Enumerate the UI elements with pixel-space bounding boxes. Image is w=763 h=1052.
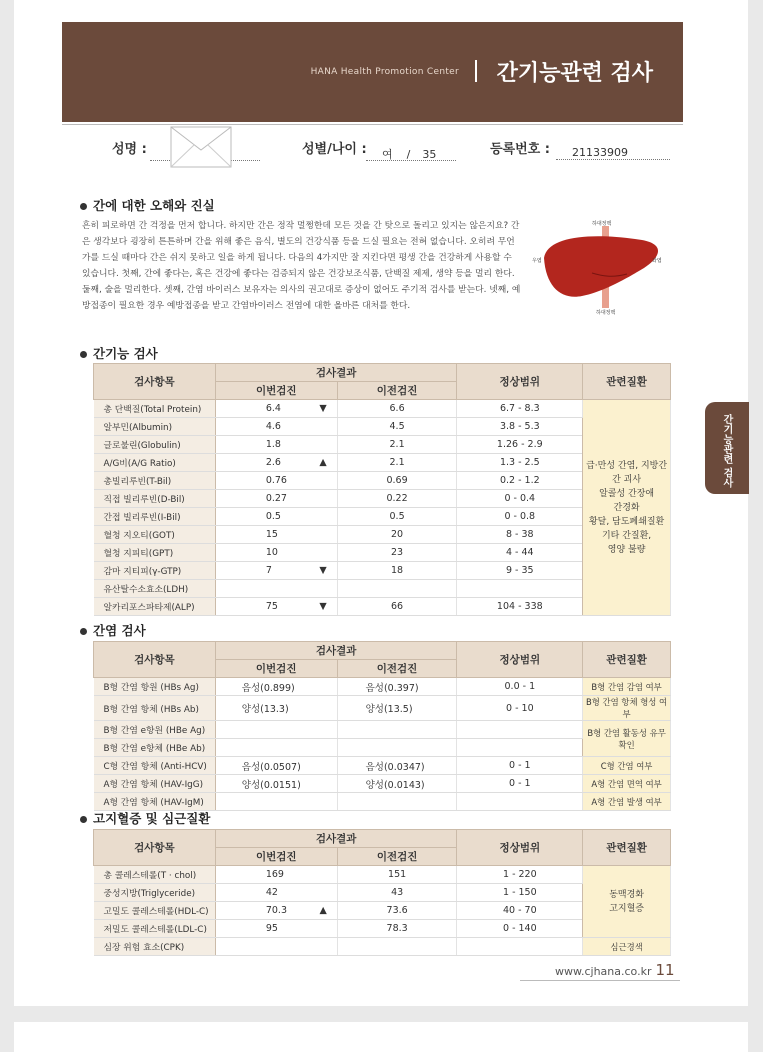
- section-title-lipid: [80, 809, 210, 827]
- test-name: 글로불린(Globulin): [94, 436, 216, 454]
- liver-truth-paragraph: 흔히 피로하면 간 걱정을 먼저 합니다. 하지만 간은 정작 멀쩡한데 모든 것을 간 탓으로 돌리고 있지는 않은지요? 간은 생각보다 굉장히 튼튼하며 간을 위해 좋은 음식, 별도의 건강식품 등을 드실 필요는 전혀 없습니다. 오히려 무언가를 드실 때마다 간은 쉬지 못하고 일을 하게 됩니다. 다음의 4가지만 잘 지킨다면 평생 간을 건강하게 사용할 수 있습니다. 첫째, 간에 좋다는, 혹은 건강에 좋다는 검증되지 않은 건강보조식품, 단백질 제제, 생약 등을 멀리 한다. 둘째, 술을 멀리한다. 셋째, 간염 바이러스 보유자는 의사의 권고대로 증상이 없어도 주기적 검사를 받는다. 넷째, 예방접종이 필요한 경우 예방접종을 받고 간염바이러스 전염에 대한 올바른 대처를 한다.: [82, 221, 521, 311]
- current-result: [218, 475, 335, 486]
- current-result-cell: [215, 508, 337, 526]
- previous-value: 음성(0.397): [337, 678, 457, 696]
- gender-age-field: [366, 146, 456, 161]
- related-disease: 기타 간질환,: [601, 530, 652, 541]
- table-row: [94, 866, 671, 884]
- current-value: 2.6: [265, 457, 281, 468]
- bullet-icon: [80, 351, 87, 358]
- normal-range: 0 - 1: [457, 757, 583, 775]
- hepatitis-table: [93, 641, 671, 811]
- test-name: B형 간염 e항원 (HBe Ag): [94, 721, 216, 739]
- table-row: [94, 400, 671, 418]
- col-header-item: 검사항목: [94, 642, 216, 678]
- previous-value: 78.3: [337, 920, 457, 938]
- current-result: [218, 869, 335, 880]
- current-value: 42: [265, 887, 278, 898]
- current-value: 75: [265, 601, 278, 612]
- flag-arrow-icon: ▲: [319, 457, 327, 468]
- current-result-cell: [215, 920, 337, 938]
- page-footer: [555, 961, 675, 979]
- previous-value: 66: [337, 598, 457, 616]
- test-name: 고밀도 콜레스테롤(HDL-C): [94, 902, 216, 920]
- col-header-range: 정상범위: [457, 642, 583, 678]
- normal-range: 6.7 - 8.3: [457, 400, 583, 418]
- current-result: [218, 511, 335, 522]
- liver-label-right-lobe: 우엽: [532, 258, 542, 264]
- previous-value: 73.6: [337, 902, 457, 920]
- test-name: B형 간염 e항체 (HBe Ab): [94, 739, 216, 757]
- section-title-text: 간염 검사: [93, 623, 146, 638]
- col-header-previous: 이전검진: [337, 848, 457, 866]
- current-value: [215, 793, 337, 811]
- col-header-disease: 관련질환: [583, 364, 671, 400]
- current-result: [218, 403, 335, 414]
- section-title-text: 간에 대한 오해와 진실: [93, 198, 215, 213]
- current-result: [218, 923, 335, 934]
- test-name: B형 간염 항체 (HBs Ab): [94, 696, 216, 721]
- current-result: [218, 439, 335, 450]
- related-disease: A형 간염 발생 여부: [583, 793, 671, 811]
- current-result-cell: [215, 562, 337, 580]
- name-label: 성명 :: [112, 142, 147, 157]
- liver-function-table: [93, 363, 671, 616]
- gender-age-separator: /: [406, 148, 411, 161]
- current-value: 6.4: [265, 403, 281, 414]
- section-title-hepatitis: [80, 621, 146, 639]
- normal-range: 9 - 35: [457, 562, 583, 580]
- test-name: 총 콜레스테롤(T · chol): [94, 866, 216, 884]
- previous-value: 18: [337, 562, 457, 580]
- current-result-cell: [215, 436, 337, 454]
- flag-arrow-icon: ▼: [319, 403, 327, 414]
- current-result: [218, 493, 335, 504]
- normal-range: 0.0 - 1: [457, 678, 583, 696]
- header-divider: [475, 60, 477, 82]
- normal-range: 0.2 - 1.2: [457, 472, 583, 490]
- current-value: 양성(13.3): [215, 696, 337, 721]
- previous-value: 20: [337, 526, 457, 544]
- current-value: [215, 739, 337, 757]
- previous-value: 0.22: [337, 490, 457, 508]
- col-header-previous: 이전검진: [337, 382, 457, 400]
- flag-arrow-icon: ▼: [319, 601, 327, 612]
- related-disease: 심근경색: [583, 938, 671, 956]
- liver-illustration: [532, 218, 672, 318]
- normal-range: 0 - 0.8: [457, 508, 583, 526]
- bullet-icon: [80, 816, 87, 823]
- normal-range: 104 - 338: [457, 598, 583, 616]
- related-disease: 간 괴사: [612, 474, 642, 485]
- normal-range: [457, 938, 583, 956]
- test-name: 총 단백질(Total Protein): [94, 400, 216, 418]
- next-page-sheet: [14, 1022, 748, 1052]
- table-row: [94, 696, 671, 721]
- col-header-result: 검사결과: [215, 830, 457, 848]
- test-name: B형 간염 항원 (HBs Ag): [94, 678, 216, 696]
- table-row: [94, 678, 671, 696]
- flag-arrow-icon: ▲: [319, 905, 327, 916]
- table-row: [94, 938, 671, 956]
- test-name: 감마 지티피(γ-GTP): [94, 562, 216, 580]
- test-name: 혈청 지오티(GOT): [94, 526, 216, 544]
- previous-value: 151: [337, 866, 457, 884]
- reg-label: 등록번호 :: [490, 142, 550, 157]
- current-result-cell: [215, 490, 337, 508]
- current-result: [218, 905, 335, 916]
- section-title-text: 간기능 검사: [93, 346, 158, 361]
- previous-value: 43: [337, 884, 457, 902]
- current-value: 4.6: [265, 421, 281, 432]
- normal-range: 0 - 10: [457, 696, 583, 721]
- col-header-disease: 관련질환: [583, 642, 671, 678]
- current-result-cell: [215, 454, 337, 472]
- previous-value: 6.6: [337, 400, 457, 418]
- normal-range: 40 - 70: [457, 902, 583, 920]
- related-disease: B형 간염 항체 형성 여부: [583, 696, 671, 721]
- current-result: [218, 601, 335, 612]
- current-result: [218, 887, 335, 898]
- current-result-cell: [215, 418, 337, 436]
- current-value: 양성(0.0151): [215, 775, 337, 793]
- current-value: [215, 721, 337, 739]
- previous-value: [337, 580, 457, 598]
- footer-url: www.cjhana.co.kr: [555, 965, 652, 978]
- bullet-icon: [80, 203, 87, 210]
- age-value: 35: [422, 148, 437, 161]
- current-result: [218, 421, 335, 432]
- normal-range: 4 - 44: [457, 544, 583, 562]
- col-header-current: 이번검진: [215, 848, 337, 866]
- liver-label-ivc-bottom: 하대정맥: [596, 310, 616, 316]
- current-result: [218, 547, 335, 558]
- previous-value: 양성(0.0143): [337, 775, 457, 793]
- current-value: 1.8: [265, 439, 281, 450]
- normal-range: 3.8 - 5.3: [457, 418, 583, 436]
- normal-range: 1.26 - 2.9: [457, 436, 583, 454]
- current-value: 0.27: [265, 493, 287, 504]
- section-title-liver-truth: [80, 196, 215, 214]
- related-disease: 영양 불량: [607, 544, 646, 555]
- current-result-cell: [215, 938, 337, 956]
- normal-range: 0 - 0.4: [457, 490, 583, 508]
- related-disease: B형 간염 감염 여부: [583, 678, 671, 696]
- table-row: [94, 721, 671, 739]
- col-header-current: 이번검진: [215, 382, 337, 400]
- test-name: 심장 위험 효소(CPK): [94, 938, 216, 956]
- table-row: [94, 775, 671, 793]
- related-disease: B형 간염 활동성 유무확인: [583, 721, 671, 757]
- related-disease: 황달, 담도폐쇄질환: [588, 516, 665, 527]
- normal-range: 1 - 150: [457, 884, 583, 902]
- header-rule: [62, 124, 683, 125]
- current-value: 10: [265, 547, 278, 558]
- related-disease: 알콜성 간장애: [599, 488, 655, 499]
- related-disease-cell: [583, 866, 671, 938]
- normal-range: [457, 793, 583, 811]
- test-name: 중성지방(Triglyceride): [94, 884, 216, 902]
- previous-value: 양성(13.5): [337, 696, 457, 721]
- test-name: A형 간염 항체 (HAV-IgG): [94, 775, 216, 793]
- current-result: [218, 529, 335, 540]
- gender-value: 여: [382, 148, 393, 161]
- related-disease: C형 간염 여부: [583, 757, 671, 775]
- col-header-result: 검사결과: [215, 364, 457, 382]
- side-tab-label: 간기능관련 검사: [721, 414, 732, 488]
- page-title: 간기능관련 검사: [496, 61, 653, 86]
- current-result-cell: [215, 884, 337, 902]
- previous-value: 음성(0.0347): [337, 757, 457, 775]
- current-value: 15: [265, 529, 278, 540]
- side-index-tab[interactable]: [705, 402, 749, 494]
- header-center-name: HANA Health Promotion Center: [310, 67, 459, 77]
- current-result-cell: [215, 598, 337, 616]
- current-result-cell: [215, 526, 337, 544]
- test-name: 혈청 지피티(GPT): [94, 544, 216, 562]
- previous-value: 2.1: [337, 454, 457, 472]
- flag-arrow-icon: ▼: [319, 565, 327, 576]
- bullet-icon: [80, 628, 87, 635]
- related-disease-cell: [583, 400, 671, 616]
- normal-range: 0 - 1: [457, 775, 583, 793]
- col-header-range: 정상범위: [457, 830, 583, 866]
- current-result-cell: [215, 400, 337, 418]
- current-value: 95: [265, 923, 278, 934]
- normal-range: [457, 739, 583, 757]
- page-number: 11: [655, 961, 675, 979]
- col-header-previous: 이전검진: [337, 660, 457, 678]
- current-value: 음성(0.0507): [215, 757, 337, 775]
- current-value: 0.76: [265, 475, 287, 486]
- current-result-cell: [215, 902, 337, 920]
- previous-value: 0.5: [337, 508, 457, 526]
- col-header-disease: 관련질환: [583, 830, 671, 866]
- footer-rule: [520, 980, 680, 981]
- gender-age-label: 성별/나이 :: [302, 142, 367, 157]
- current-result-cell: [215, 544, 337, 562]
- current-result: [218, 457, 335, 468]
- test-name: C형 간염 항체 (Anti-HCV): [94, 757, 216, 775]
- test-name: 저밀도 콜레스테롤(LDL-C): [94, 920, 216, 938]
- test-name: A/G비(A/G Ratio): [94, 454, 216, 472]
- previous-value: 0.69: [337, 472, 457, 490]
- test-name: 유산탈수소효소(LDH): [94, 580, 216, 598]
- current-value: 70.3: [265, 905, 287, 916]
- normal-range: 0 - 140: [457, 920, 583, 938]
- lipid-table: [93, 829, 671, 956]
- test-name: 총빌리루빈(T-Bil): [94, 472, 216, 490]
- section-title-text: 고지혈증 및 심근질환: [93, 811, 211, 826]
- previous-value: 4.5: [337, 418, 457, 436]
- normal-range: 1 - 220: [457, 866, 583, 884]
- related-disease: A형 간염 면역 여부: [583, 775, 671, 793]
- test-name: 알카리포스파타제(ALP): [94, 598, 216, 616]
- col-header-result: 검사결과: [215, 642, 457, 660]
- test-name: 직접 빌리루빈(D-Bil): [94, 490, 216, 508]
- page-header: [62, 22, 683, 122]
- previous-value: [337, 793, 457, 811]
- previous-value: 23: [337, 544, 457, 562]
- related-disease: 고지혈증: [609, 903, 644, 914]
- current-value: 음성(0.899): [215, 678, 337, 696]
- envelope-icon: [170, 126, 232, 168]
- current-result: [218, 565, 335, 576]
- related-disease: 동맥경화: [609, 889, 644, 900]
- test-name: 간접 빌리루빈(I-Bil): [94, 508, 216, 526]
- normal-range: 8 - 38: [457, 526, 583, 544]
- liver-label-left-lobe: 좌엽: [652, 258, 662, 264]
- test-name: A형 간염 항체 (HAV-IgM): [94, 793, 216, 811]
- table-row: [94, 793, 671, 811]
- liver-label-ivc-top: 하대정맥: [592, 221, 612, 227]
- previous-value: [337, 938, 457, 956]
- normal-range: [457, 721, 583, 739]
- table-row: [94, 757, 671, 775]
- col-header-current: 이번검진: [215, 660, 337, 678]
- current-value: 7: [265, 565, 272, 576]
- related-disease: 간경화: [613, 502, 640, 513]
- test-name: 알부민(Albumin): [94, 418, 216, 436]
- section-title-liver-function: [80, 344, 158, 362]
- current-result-cell: [215, 866, 337, 884]
- current-result-cell: [215, 472, 337, 490]
- related-disease: 급·만성 간염, 지방간: [586, 460, 668, 471]
- current-result-cell: [215, 580, 337, 598]
- col-header-range: 정상범위: [457, 364, 583, 400]
- col-header-item: 검사항목: [94, 364, 216, 400]
- normal-range: 1.3 - 2.5: [457, 454, 583, 472]
- col-header-item: 검사항목: [94, 830, 216, 866]
- normal-range: [457, 580, 583, 598]
- current-value: 169: [265, 869, 284, 880]
- previous-value: 2.1: [337, 436, 457, 454]
- reg-number: 21133909: [556, 146, 670, 160]
- current-value: 0.5: [265, 511, 281, 522]
- previous-value: [337, 739, 457, 757]
- previous-value: [337, 721, 457, 739]
